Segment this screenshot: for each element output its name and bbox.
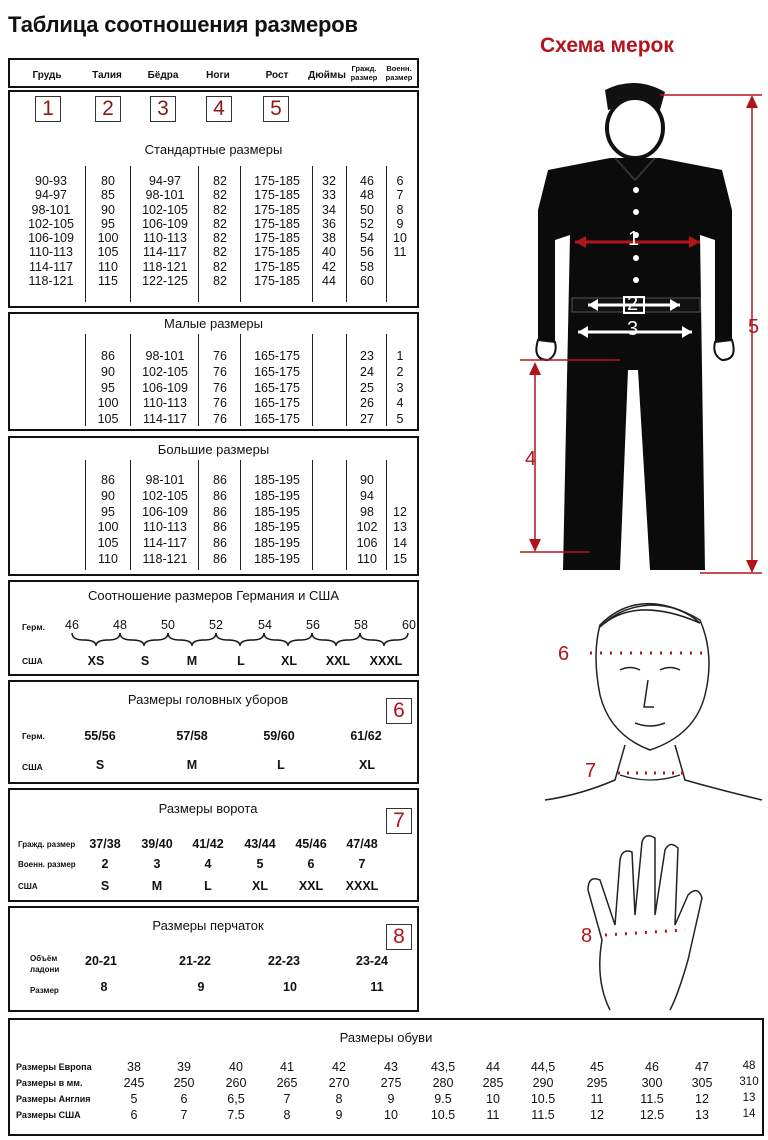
small-nogi-column: 76 76 76 76 76: [213, 349, 227, 427]
shoes-cell: 5: [130, 1092, 138, 1106]
shoes-cell: 260: [225, 1076, 247, 1090]
large-divider: [240, 460, 241, 570]
large-talia-column: 86 90 95 100 105 110: [97, 473, 119, 566]
large-rost-column: 185-195 185-195 185-195 185-195 185-195 185-195: [254, 473, 300, 566]
collar-civil-cell: 45/46: [295, 837, 327, 851]
shoes-cell: 6,5: [227, 1092, 245, 1106]
small-divider: [240, 334, 241, 426]
small-grazhd-column: 23 24 25 26 27: [360, 349, 374, 427]
standard-voenn-column: 6 7 8 9 10 11: [393, 174, 407, 260]
col-number-4: 4: [206, 96, 232, 122]
shoes-cell: 265: [276, 1076, 298, 1090]
figure-label-4: 4: [525, 448, 537, 470]
shoes-cell: 10: [486, 1092, 500, 1106]
collar-usa-cell: S: [100, 879, 110, 893]
shoes-row-label: Размеры Европа: [16, 1062, 92, 1072]
gloves-number: 8: [386, 924, 412, 950]
shoes-title: Размеры обуви: [339, 1030, 433, 1045]
large-nogi-column: 86 86 86 86 86 86: [213, 473, 227, 566]
col-number-5: 5: [263, 96, 289, 122]
large-divider: [85, 460, 86, 570]
collar-mil-cell: 2: [101, 857, 109, 871]
gloves-size-cell: 10: [283, 980, 297, 994]
collar-mil-cell: 7: [358, 857, 366, 871]
shoes-cell: 310: [739, 1076, 759, 1088]
header-voenn: Военн. размер: [385, 64, 413, 82]
hats-germ-cell: 61/62: [350, 729, 382, 743]
collar-usa-cell: XXXL: [345, 879, 379, 893]
shoes-cell: 10: [384, 1108, 398, 1122]
shoes-cell: 295: [586, 1076, 608, 1090]
hats-number: 6: [386, 698, 412, 724]
gu-germ-cell: 54: [258, 618, 272, 632]
gu-germ-cell: 46: [65, 618, 79, 632]
shoes-row-label: Размеры США: [16, 1110, 81, 1120]
germany-usa-braces: [60, 630, 420, 648]
shoes-cell: 48: [742, 1060, 756, 1072]
gu-usa-cell: XS: [87, 654, 105, 668]
collar-civil-cell: 39/40: [141, 837, 173, 851]
hats-germ-cell: 59/60: [263, 729, 295, 743]
hats-usa-cell: XL: [359, 758, 375, 772]
shoes-cell: 13: [695, 1108, 709, 1122]
shoes-cell: 12: [590, 1108, 604, 1122]
standard-title: Стандартные размеры: [144, 142, 283, 157]
collar-civil-cell: 41/42: [192, 837, 224, 851]
page-title: Таблица соотношения размеров: [8, 12, 358, 37]
hats-usa-cell: L: [277, 758, 285, 772]
hats-usa-label: США: [22, 762, 43, 772]
shoes-cell: 9.5: [434, 1092, 452, 1106]
shoes-cell: 7.5: [227, 1108, 245, 1122]
shoes-cell: 40: [229, 1060, 243, 1074]
std-divider: [130, 166, 131, 302]
hats-usa-cell: M: [186, 758, 198, 772]
large-divider: [130, 460, 131, 570]
shoes-cell: 275: [380, 1076, 402, 1090]
shoes-cell: 280: [432, 1076, 454, 1090]
collar-usa-cell: L: [204, 879, 212, 893]
standard-rost-column: 175-185 175-185 175-185 175-185 175-185 175-185 175-185 175-185: [254, 174, 300, 289]
shoes-cell: 38: [127, 1060, 141, 1074]
standard-bedra-column: 94-97 98-101 102-105 106-109 110-113 114-117 118-121 122-125: [142, 174, 188, 289]
gu-usa-cell: XXXL: [369, 654, 403, 668]
gloves-palm-cell: 23-24: [356, 954, 388, 968]
large-bedra-column: 98-101 102-105 106-109 110-113 114-117 118-121: [142, 473, 188, 566]
small-divider: [312, 334, 313, 426]
gu-usa-cell: M: [186, 654, 198, 668]
gloves-palm-label-1: Объём: [30, 954, 58, 963]
gu-germ-cell: 60: [402, 618, 416, 632]
small-divider: [198, 334, 199, 426]
germany-usa-germ-label: Герм.: [22, 622, 45, 632]
shoes-row-label: Размеры в мм.: [16, 1078, 83, 1088]
face-figure: [540, 585, 768, 805]
gloves-title: Размеры перчаток: [152, 918, 264, 933]
hand-figure: [580, 830, 730, 1015]
small-divider: [130, 334, 131, 426]
gu-germ-cell: 50: [161, 618, 175, 632]
collar-usa-label: США: [18, 882, 38, 891]
collar-mil-label: Военн. размер: [18, 860, 76, 869]
figure-label-8: 8: [581, 925, 593, 947]
gloves-palm-cell: 22-23: [268, 954, 300, 968]
standard-duymy-column: 32 33 34 36 38 40 42 44: [322, 174, 336, 289]
collar-mil-cell: 5: [256, 857, 264, 871]
gu-usa-cell: S: [140, 654, 150, 668]
collar-mil-cell: 3: [153, 857, 161, 871]
shoes-cell: 250: [173, 1076, 195, 1090]
gu-germ-cell: 52: [209, 618, 223, 632]
small-title: Малые размеры: [164, 316, 263, 331]
collar-civil-cell: 37/38: [89, 837, 121, 851]
shoes-cell: 245: [123, 1076, 145, 1090]
standard-grud-column: 90-93 94-97 98-101 102-105 106-109 110-113 114-117 118-121: [28, 174, 74, 289]
std-divider: [240, 166, 241, 302]
small-divider: [85, 334, 86, 426]
gloves-size-cell: 8: [100, 980, 108, 994]
hats-usa-cell: S: [95, 758, 105, 772]
standard-grazhd-column: 46 48 50 52 54 56 58 60: [360, 174, 374, 289]
shoes-cell: 290: [532, 1076, 554, 1090]
shoes-cell: 46: [645, 1060, 659, 1074]
large-title: Большие размеры: [157, 442, 270, 457]
figure-label-6: 6: [558, 643, 570, 665]
shoes-cell: 41: [280, 1060, 294, 1074]
shoes-cell: 285: [482, 1076, 504, 1090]
col-number-1: 1: [35, 96, 61, 122]
shoes-cell: 44: [486, 1060, 500, 1074]
large-grazhd-column: 90 94 98 102 106 110: [356, 473, 378, 566]
shoes-cell: 11: [486, 1108, 500, 1122]
shoes-cell: 44,5: [530, 1060, 556, 1074]
shoes-cell: 7: [180, 1108, 188, 1122]
large-divider: [312, 460, 313, 570]
header-nogi: Ноги: [206, 70, 230, 81]
shoes-cell: 270: [328, 1076, 350, 1090]
shoes-cell: 14: [742, 1108, 756, 1120]
shoes-cell: 7: [283, 1092, 291, 1106]
shoes-cell: 9: [335, 1108, 343, 1122]
figure-label-5: 5: [748, 316, 760, 338]
collar-civil-label: Гражд. размер: [18, 840, 76, 849]
gloves-size-cell: 9: [197, 980, 205, 994]
shoes-cell: 6: [180, 1092, 188, 1106]
collar-usa-cell: M: [151, 879, 163, 893]
shoes-cell: 43,5: [430, 1060, 456, 1074]
collar-mil-cell: 4: [204, 857, 212, 871]
shoes-cell: 11: [590, 1092, 604, 1106]
collar-usa-cell: XXL: [298, 879, 324, 893]
header-duymy: Дюймы: [308, 70, 346, 81]
shoes-cell: 39: [177, 1060, 191, 1074]
shoes-cell: 47: [695, 1060, 709, 1074]
shoes-cell: 305: [691, 1076, 713, 1090]
shoes-cell: 10.5: [430, 1108, 456, 1122]
shoes-cell: 8: [283, 1108, 291, 1122]
large-divider: [198, 460, 199, 570]
collar-mil-cell: 6: [307, 857, 315, 871]
germany-usa-title: Соотношение размеров Германия и США: [87, 588, 340, 603]
shoes-cell: 45: [590, 1060, 604, 1074]
shoes-cell: 42: [332, 1060, 346, 1074]
shoes-cell: 6: [130, 1108, 138, 1122]
gloves-palm-label-2: ладони: [30, 965, 60, 974]
hats-germ-label: Герм.: [22, 731, 45, 741]
col-number-2: 2: [95, 96, 121, 122]
shoes-cell: 9: [387, 1092, 395, 1106]
gloves-palm-cell: 21-22: [179, 954, 211, 968]
shoes-row-label: Размеры Англия: [16, 1094, 91, 1104]
hats-germ-cell: 57/58: [176, 729, 208, 743]
std-divider: [198, 166, 199, 302]
shoes-cell: 13: [742, 1092, 756, 1104]
shoes-cell: 43: [384, 1060, 398, 1074]
figure-label-2: 2: [627, 293, 639, 315]
gu-usa-cell: XXL: [325, 654, 351, 668]
figure-label-7: 7: [585, 760, 597, 782]
scheme-title: Схема мерок: [540, 34, 674, 57]
shoes-cell: 12.5: [639, 1108, 665, 1122]
header-grazhd: Гражд. размер: [350, 64, 378, 82]
shoes-cell: 12: [695, 1092, 709, 1106]
collar-title: Размеры ворота: [158, 801, 258, 816]
large-voenn-column: 12 13 14 15: [393, 504, 407, 566]
small-voenn-column: 1 2 3 4 5: [396, 349, 404, 427]
gu-germ-cell: 56: [306, 618, 320, 632]
header-rost: Рост: [265, 70, 289, 81]
shoes-cell: 11.5: [640, 1092, 664, 1106]
small-bedra-column: 98-101 102-105 106-109 110-113 114-117: [142, 349, 188, 427]
collar-number: 7: [386, 808, 412, 834]
gloves-size-cell: 11: [370, 980, 384, 994]
collar-civil-cell: 47/48: [346, 837, 378, 851]
gu-usa-cell: L: [237, 654, 245, 668]
shoes-cell: 11.5: [531, 1108, 555, 1122]
shoes-cell: 300: [641, 1076, 663, 1090]
standard-nogi-column: 82 82 82 82 82 82 82 82: [213, 174, 227, 289]
standard-talia-column: 80 85 90 95 100 105 110 115: [97, 174, 119, 289]
gu-usa-cell: XL: [281, 654, 297, 668]
small-rost-column: 165-175 165-175 165-175 165-175 165-175: [254, 349, 300, 427]
germany-usa-usa-label: США: [22, 656, 43, 666]
gloves-palm-cell: 20-21: [85, 954, 117, 968]
col-number-3: 3: [150, 96, 176, 122]
header-bedra: Бёдра: [147, 70, 179, 81]
figure-label-3: 3: [627, 318, 639, 340]
hats-title: Размеры головных уборов: [127, 692, 289, 707]
header-grud: Грудь: [32, 70, 62, 81]
shoes-cell: 10.5: [530, 1092, 556, 1106]
gloves-size-label: Размер: [30, 986, 59, 995]
collar-usa-cell: XL: [252, 879, 268, 893]
small-talia-column: 86 90 95 100 105: [97, 349, 119, 427]
hats-germ-cell: 55/56: [84, 729, 116, 743]
collar-civil-cell: 43/44: [244, 837, 276, 851]
shoes-cell: 8: [335, 1092, 343, 1106]
gu-germ-cell: 48: [113, 618, 127, 632]
figure-label-1: 1: [628, 228, 640, 250]
header-talia: Талия: [92, 70, 122, 81]
gu-germ-cell: 58: [354, 618, 368, 632]
